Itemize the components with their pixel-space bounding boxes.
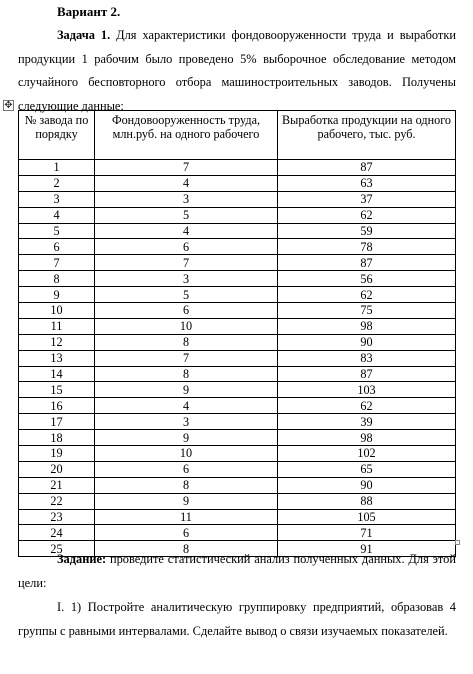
cell-factory-number: 22: [19, 493, 95, 509]
table-row: [19, 461, 456, 477]
cell-factory-number: 23: [19, 509, 95, 525]
cell-output: 102: [278, 446, 456, 462]
cell-capital-ratio: 3: [95, 191, 278, 207]
cell-capital-ratio: 9: [95, 382, 278, 398]
cell-capital-ratio: 8: [95, 541, 278, 557]
header-capital-ratio: Фондовооруженность труда, млн.руб. на одного рабочего: [95, 111, 278, 160]
cell-factory-number: 25: [19, 541, 95, 557]
cell-factory-number: 3: [19, 191, 95, 207]
cell-factory-number: 8: [19, 271, 95, 287]
table-row: [19, 509, 456, 525]
cell-factory-number: 6: [19, 239, 95, 255]
cell-factory-number: 1: [19, 160, 95, 176]
cell-capital-ratio: 8: [95, 334, 278, 350]
item1-text: 1) Постройте аналитическую группировку предприятий, образовав 4 группы с равными интервалами. Сделайте вывод о связи изучаемых показателей.: [18, 600, 456, 638]
cell-factory-number: 17: [19, 414, 95, 430]
assignment-label: Задание:: [57, 552, 107, 566]
cell-output: 105: [278, 509, 456, 525]
header-factory-number: № завода по порядку: [19, 111, 95, 160]
cell-output: 98: [278, 430, 456, 446]
cell-capital-ratio: 7: [95, 350, 278, 366]
cell-capital-ratio: 10: [95, 318, 278, 334]
cell-capital-ratio: 8: [95, 366, 278, 382]
item1-paragraph: [18, 596, 456, 643]
cell-capital-ratio: 7: [95, 255, 278, 271]
cell-factory-number: 13: [19, 350, 95, 366]
cell-factory-number: 9: [19, 287, 95, 303]
table-row: [19, 175, 456, 191]
data-table: [18, 110, 456, 557]
cell-factory-number: 18: [19, 430, 95, 446]
table-row: [19, 255, 456, 271]
cell-capital-ratio: 3: [95, 414, 278, 430]
table-row: [19, 382, 456, 398]
cell-capital-ratio: 4: [95, 398, 278, 414]
cell-capital-ratio: 6: [95, 239, 278, 255]
cell-factory-number: 7: [19, 255, 95, 271]
table-row: [19, 287, 456, 303]
cell-output: 78: [278, 239, 456, 255]
cell-factory-number: 2: [19, 175, 95, 191]
cell-factory-number: 16: [19, 398, 95, 414]
cell-capital-ratio: 6: [95, 461, 278, 477]
cell-output: 91: [278, 541, 456, 557]
table-row: [19, 239, 456, 255]
cell-capital-ratio: 3: [95, 271, 278, 287]
table-row: [19, 477, 456, 493]
cell-capital-ratio: 5: [95, 207, 278, 223]
assignment-paragraph: [18, 548, 456, 595]
table-row: [19, 430, 456, 446]
variant-title: Вариант 2.: [57, 4, 121, 19]
cell-output: 62: [278, 287, 456, 303]
table-row: [19, 334, 456, 350]
cell-output: 87: [278, 160, 456, 176]
cell-capital-ratio: 9: [95, 430, 278, 446]
table-row: [19, 303, 456, 319]
move-cross-icon[interactable]: ✥: [4, 100, 13, 111]
cell-output: 103: [278, 382, 456, 398]
cell-output: 90: [278, 477, 456, 493]
cell-output: 62: [278, 398, 456, 414]
cell-factory-number: 14: [19, 366, 95, 382]
cell-factory-number: 21: [19, 477, 95, 493]
table-row: [19, 271, 456, 287]
task-paragraph: [18, 24, 456, 118]
cell-capital-ratio: 9: [95, 493, 278, 509]
cell-factory-number: 19: [19, 446, 95, 462]
cell-output: 98: [278, 318, 456, 334]
resize-square-icon[interactable]: [455, 540, 460, 545]
table-header-row: [19, 111, 456, 160]
table-row: [19, 414, 456, 430]
cell-output: 59: [278, 223, 456, 239]
table-row: [19, 493, 456, 509]
table-row: [19, 366, 456, 382]
cell-output: 75: [278, 303, 456, 319]
cell-output: 83: [278, 350, 456, 366]
table-row: [19, 207, 456, 223]
cell-factory-number: 10: [19, 303, 95, 319]
table-row: [19, 350, 456, 366]
cell-output: 65: [278, 461, 456, 477]
table-row: [19, 525, 456, 541]
table-row: [19, 160, 456, 176]
cell-capital-ratio: 11: [95, 509, 278, 525]
cell-factory-number: 20: [19, 461, 95, 477]
cell-factory-number: 24: [19, 525, 95, 541]
cell-factory-number: 12: [19, 334, 95, 350]
table-body: [19, 160, 456, 557]
cell-capital-ratio: 4: [95, 175, 278, 191]
cell-factory-number: 11: [19, 318, 95, 334]
table-row: [19, 398, 456, 414]
cell-output: 90: [278, 334, 456, 350]
cell-output: 56: [278, 271, 456, 287]
table-row: [19, 446, 456, 462]
table-row: [19, 318, 456, 334]
task-text: Для характеристики фондовооруженности труда и выработки продукции 1 рабочим было проведено 5% выборочное обследование методом случайного бесповторного отбора машиностроительных заводов. Получены следующие данные:: [18, 28, 456, 113]
cell-output: 71: [278, 525, 456, 541]
cell-factory-number: 15: [19, 382, 95, 398]
cell-capital-ratio: 6: [95, 525, 278, 541]
cell-capital-ratio: 5: [95, 287, 278, 303]
cell-output: 37: [278, 191, 456, 207]
cell-capital-ratio: 7: [95, 160, 278, 176]
cell-output: 63: [278, 175, 456, 191]
cell-capital-ratio: 6: [95, 303, 278, 319]
cell-factory-number: 5: [19, 223, 95, 239]
cell-capital-ratio: 10: [95, 446, 278, 462]
cell-output: 88: [278, 493, 456, 509]
table-row: [19, 191, 456, 207]
task-label: Задача 1.: [57, 28, 111, 42]
table-row: [19, 223, 456, 239]
cell-output: 62: [278, 207, 456, 223]
assignment-text: проведите статистический анализ полученных данных. Для этой цели:: [18, 552, 456, 590]
cell-output: 87: [278, 366, 456, 382]
header-output: Выработка продукции на одного рабочего, тыс. руб.: [278, 111, 456, 160]
cell-capital-ratio: 8: [95, 477, 278, 493]
cell-output: 87: [278, 255, 456, 271]
cell-factory-number: 4: [19, 207, 95, 223]
item1-number: I.: [57, 600, 65, 614]
cell-capital-ratio: 4: [95, 223, 278, 239]
cell-output: 39: [278, 414, 456, 430]
